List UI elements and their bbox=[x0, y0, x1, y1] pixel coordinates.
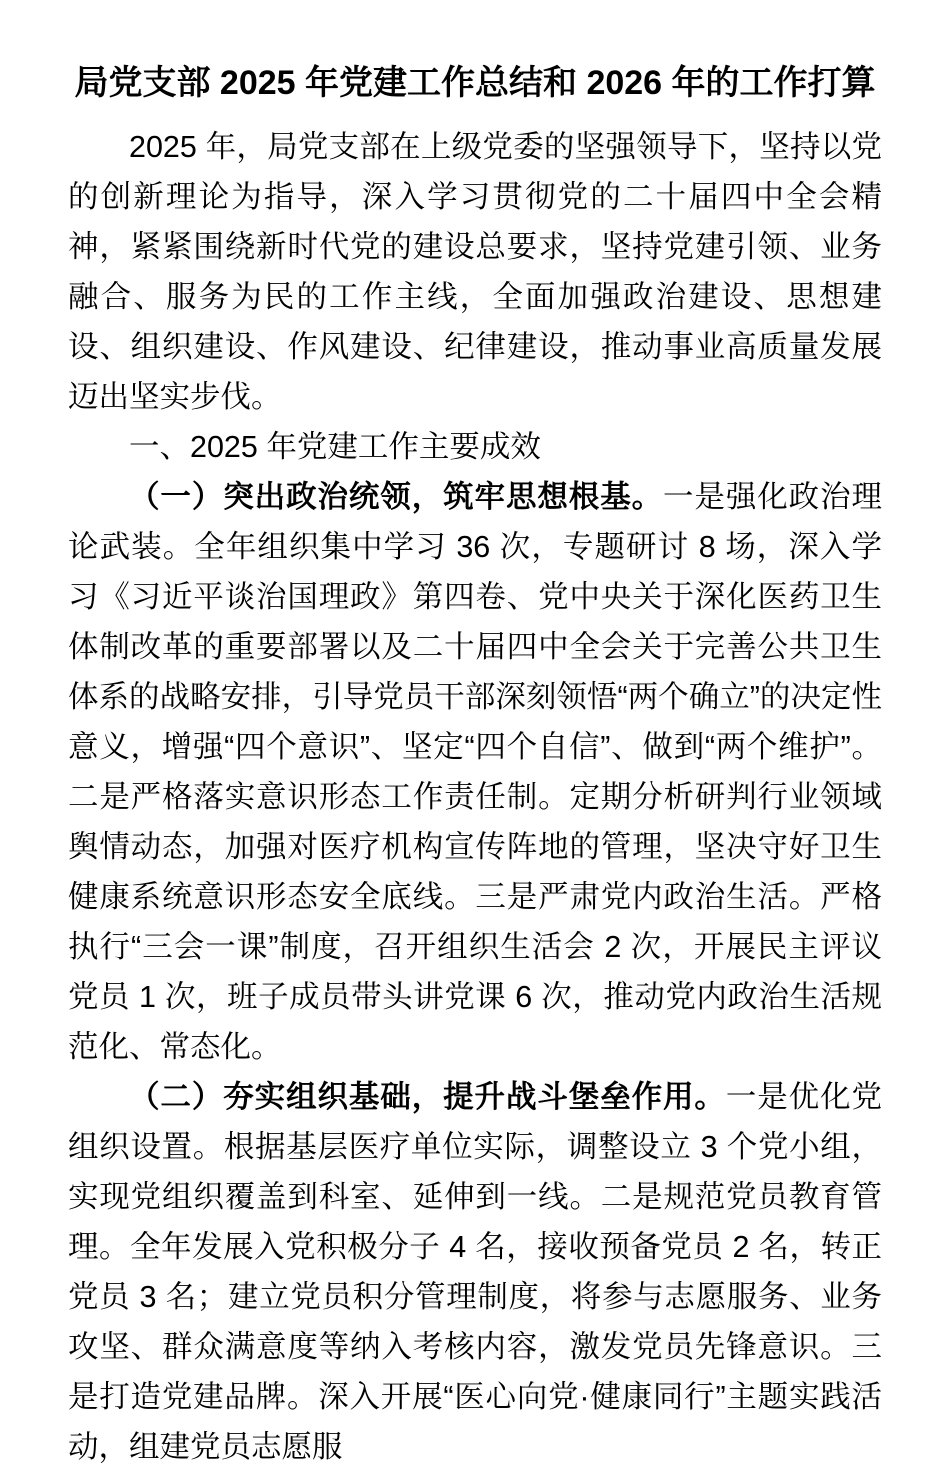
page-title: 局党支部 2025 年党建工作总结和 2026 年的工作打算 bbox=[74, 64, 876, 102]
subsection-1-1-text: 一是强化政治理论武装。全年组织集中学习 36 次，专题研讨 8 场，深入学习《习近平谈治国理政》第四卷、党中央关于深化医药卫生体制改革的重要部署以及二十届四中全会关于完善公共卫生体系的战略安排，引导党员干部深刻领悟“两个确立”的决定性意义，增强“四个意识”、坚定“四个自信”、做到“两个维护”。二是严格落实意识形态工作责任制。定期分析研判行业领域舆情动态，加强对医疗机构宣传阵地的管理，坚决守好卫生健康系统意识形态安全底线。三是严肃党内政治生活。严格执行“三会一课”制度，召开组织生活会 2 次，开展民主评议党员 1 次，班子成员带头讲党课 6 次，推动党内政治生活规范化、常态化。 bbox=[68, 480, 883, 1064]
document-body bbox=[68, 122, 882, 1472]
paragraph-subsection-1-2 bbox=[68, 1072, 882, 1472]
subsection-1-2-bold-lead: （二）夯实组织基础，提升战斗堡垒作用。 bbox=[129, 1080, 726, 1114]
section-heading-1: 一、2025 年党建工作主要成效 bbox=[129, 430, 541, 464]
paragraph-subsection-1-1 bbox=[68, 472, 882, 1072]
subsection-1-1-bold-lead: （一）突出政治统领，筑牢思想根基。 bbox=[129, 480, 664, 514]
paragraph-intro: 2025 年，局党支部在上级党委的坚强领导下，坚持以党的创新理论为指导，深入学习贯彻党的二十届四中全会精神，紧紧围绕新时代党的建设总要求，坚持党建引领、业务融合、服务为民的工作主线，全面加强政治建设、思想建设、组织建设、作风建设、纪律建设，推动事业高质量发展迈出坚实步伐。 bbox=[68, 130, 882, 414]
subsection-1-2-text: 一是优化党组织设置。根据基层医疗单位实际，调整设立 3 个党小组，实现党组织覆盖到科室、延伸到一线。二是规范党员教育管理。全年发展入党积极分子 4 名，接收预备党员 2 名，转正党员 3 名；建立党员积分管理制度，将参与志愿服务、业务攻坚、群众满意度等纳入考核内容，激发党员先锋意识。三是打造党建品牌。深入开展“医心向党·健康同行”主题实践活动，组建党员志愿服 bbox=[68, 1080, 883, 1464]
